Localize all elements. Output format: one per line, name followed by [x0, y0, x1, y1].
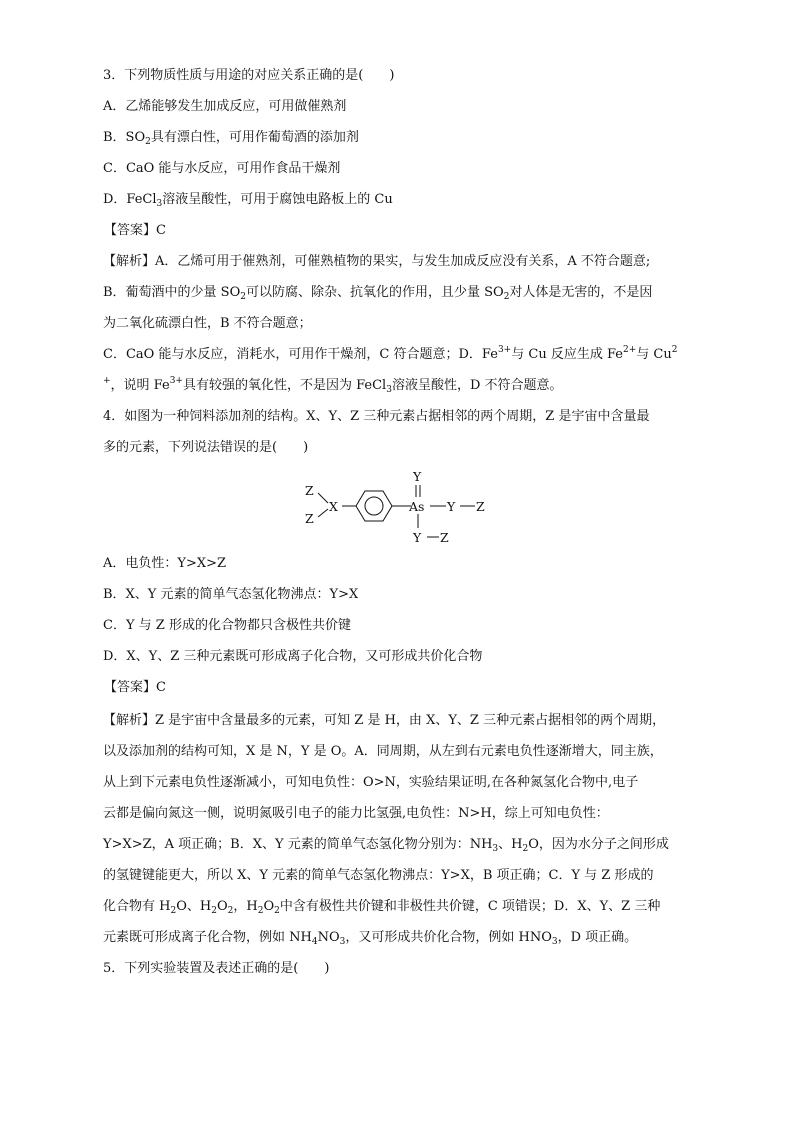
q4-stem-line-1: 4．如图为一种饲料添加剂的结构。X、Y、Z 三种元素占据相邻的两个周期，Z 是宇宙中含量最: [103, 409, 650, 424]
q3-explanation-line-5: +，说明 $Fe^{3+}$具有较强的氧化性，不是因为 FeCl$_3$溶液呈酸性，D 不符合题意。: [103, 376, 563, 395]
atom-z-right: Z: [476, 499, 485, 514]
atom-z-upper: Z: [305, 483, 314, 498]
q4-explanation-line-7: 化合物有 $H_2O$、$H_2O_2$，$H_2O_2$中含有极性共价键和非极性共价键，C 项错误；D．X、Y、Z 三种: [103, 899, 661, 916]
q4-explanation-line-3: 从上到下元素电负性逐渐减小，可知电负性：O>N，实验结果证明,在各种氮氢化合物中,电子: [103, 775, 639, 790]
q4-explanation-line-8: 元素既可形成离子化合物，例如 $NH_4NO_3$，又可形成共价化合物，例如 $HNO_3$，D 项正确。: [103, 930, 638, 947]
benzene-inner-circle: [365, 497, 383, 515]
q4-explanation-line-2: 以及添加剂的结构可知，X 是 N，Y 是 O。A．同周期，从左到右元素电负性逐渐增大，同主族，: [103, 744, 663, 759]
q3-option-a: A．乙烯能够发生加成反应，可用做催熟剂: [103, 99, 347, 114]
atom-y-bottom: Y: [413, 530, 422, 545]
q4-explanation-line-5: Y>X>Z，A 项正确；B．X、Y 元素的简单气态氢化物分别为：$NH_3$、$H_2O$，因为水分子之间形成: [103, 837, 669, 854]
atom-x: X: [329, 499, 338, 514]
q3-option-b: B．$SO_2$具有漂白性，可用作葡萄酒的添加剂: [103, 130, 359, 147]
q4-stem-line-2: 多的元素，下列说法错误的是( ): [103, 440, 309, 455]
q4-answer: 【答案】C: [104, 680, 166, 695]
benzene-ring: [356, 491, 392, 521]
q4-explanation-line-6: 的氢键键能更大，所以 X、Y 元素的简单气态氢化物沸点：Y>X，B 项正确；C．Y 与 Z 形成的: [103, 868, 654, 883]
atom-z-bottom: Z: [440, 530, 449, 545]
q3-explanation-line-1: 【解析】A．乙烯可用于催熟剂，可催熟植物的果实，与发生加成反应没有关系，A 不符合题意;: [103, 254, 651, 269]
q3-explanation-line-2: B．葡萄酒中的少量 $SO_2$可以防腐、除杂、抗氧化的作用，且少量 $SO_2$对人体是无害的，不是因: [103, 285, 653, 302]
q4-explanation-line-1: 【解析】Z 是宇宙中含量最多的元素，可知 Z 是 H，由 X、Y、Z 三种元素占据相邻的两个周期，: [103, 713, 666, 728]
q3-explanation-line-4: C．CaO 能与水反应，消耗水，可用作干燥剂，C 符合题意；D．$Fe^{3+}$与 Cu 反应生成 $Fe^{2+}$与 Cu$^2$: [103, 345, 678, 362]
q3-stem: 3．下列物质性质与用途的对应关系正确的是( ): [103, 68, 395, 83]
molecular-structure-diagram: [290, 462, 510, 550]
q3-option-d: D．FeCl$_3$溶液呈酸性，可用于腐蚀电路板上的 Cu: [103, 192, 393, 209]
q4-option-d: D．X、Y、Z 三种元素既可形成离子化合物，又可形成共价化合物: [103, 649, 483, 664]
q5-stem: 5．下列实验装置及表述正确的是( ): [103, 961, 330, 976]
q4-option-b: B．X、Y 元素的简单气态氢化物沸点：Y>X: [103, 587, 359, 602]
atom-z-lower: Z: [305, 511, 314, 526]
atom-as: As: [409, 499, 425, 514]
q3-explanation-line-3: 为二氧化硫漂白性，B 不符合题意；: [103, 316, 312, 331]
q4-explanation-line-4: 云都是偏向氮这一侧，说明氮吸引电子的能力比氢强,电负性：N>H，综上可知电负性：: [103, 806, 609, 821]
atom-y-top: Y: [413, 469, 422, 484]
q3-answer: 【答案】C: [104, 223, 166, 238]
q4-option-c: C．Y 与 Z 形成的化合物都只含极性共价键: [103, 618, 351, 633]
q4-option-a: A．电负性：Y>X>Z: [103, 556, 227, 571]
atom-y-right: Y: [447, 499, 456, 514]
q3-option-c: C．CaO 能与水反应，可用作食品干燥剂: [103, 161, 341, 176]
